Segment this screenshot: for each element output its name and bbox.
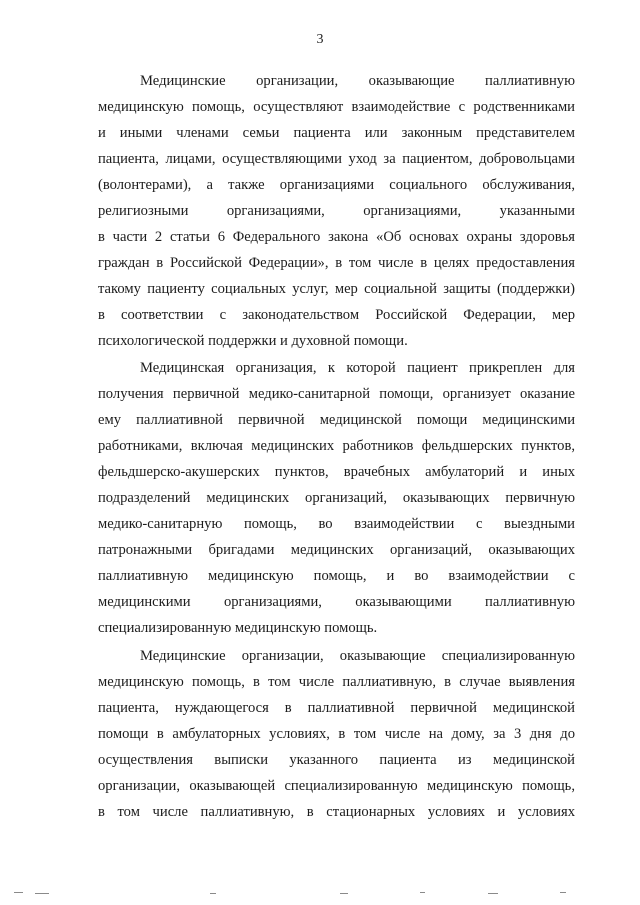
text-line: специализированную медицинскую помощь.	[98, 620, 378, 636]
text-line: медицинскими организациями, оказывающими паллиативную	[98, 594, 575, 610]
scan-speck	[14, 892, 23, 893]
text-line: в том числе паллиативную, в стационарных условиях и условиях	[98, 804, 575, 820]
text-line: паллиативную медицинскую помощь, и во взаимодействии с	[98, 568, 575, 584]
scan-speck	[420, 892, 425, 893]
page-number: 3	[316, 32, 324, 47]
text-line: пациента, лицами, осуществляющими уход за пациентом, добровольцами	[98, 151, 575, 167]
text-line: в части 2 статьи 6 Федерального закона «Об основах охраны здоровья	[98, 229, 575, 245]
text-line: помощи в амбулаторных условиях, в том числе на дому, за 3 дня до	[98, 726, 575, 742]
text-line: медицинскую помощь, в том числе паллиативную, в случае выявления	[98, 674, 575, 690]
text-line: в соответствии с законодательством Российской Федерации, мер	[98, 307, 575, 323]
text-line: (волонтерами), а также организациями социального обслуживания,	[98, 177, 575, 193]
text-line: Медицинские организации, оказывающие специализированную	[140, 648, 575, 664]
scan-speck	[210, 893, 216, 894]
text-line: и иными членами семьи пациента или законным представителем	[98, 125, 575, 141]
text-line: осуществления выписки указанного пациента из медицинской	[98, 752, 575, 768]
text-line: Медицинская организация, к которой пациент прикреплен для	[140, 360, 575, 376]
text-line: ему паллиативной первичной медицинской помощи медицинскими	[98, 412, 575, 428]
text-line: Медицинские организации, оказывающие паллиативную	[140, 73, 575, 89]
text-line: организации, оказывающей специализированную медицинскую помощь,	[98, 778, 575, 794]
text-line: патронажными бригадами медицинских организаций, оказывающих	[98, 542, 575, 558]
scan-speck	[488, 893, 498, 894]
text-line: религиозными организациями, организациями, указанными	[98, 203, 575, 219]
text-line: такому пациенту социальных услуг, мер социальной защиты (поддержки)	[98, 281, 575, 297]
text-line: работниками, включая медицинских работников фельдшерских пунктов,	[98, 438, 575, 454]
text-line: граждан в Российской Федерации», в том числе в целях предоставления	[98, 255, 575, 271]
text-line: фельдшерско-акушерских пунктов, врачебных амбулаторий и иных	[98, 464, 575, 480]
scan-speck	[560, 892, 566, 893]
text-line: психологической поддержки и духовной помощи.	[98, 333, 408, 349]
text-line: получения первичной медико-санитарной помощи, организует оказание	[98, 386, 575, 402]
text-line: подразделений медицинских организаций, оказывающих первичную	[98, 490, 575, 506]
text-line: медико-санитарную помощь, во взаимодействии с выездными	[98, 516, 575, 532]
text-line: пациента, нуждающегося в паллиативной первичной медицинской	[98, 700, 575, 716]
text-line: медицинскую помощь, осуществляют взаимодействие с родственниками	[98, 99, 575, 115]
scan-speck	[340, 893, 348, 894]
scan-speck	[35, 893, 49, 894]
